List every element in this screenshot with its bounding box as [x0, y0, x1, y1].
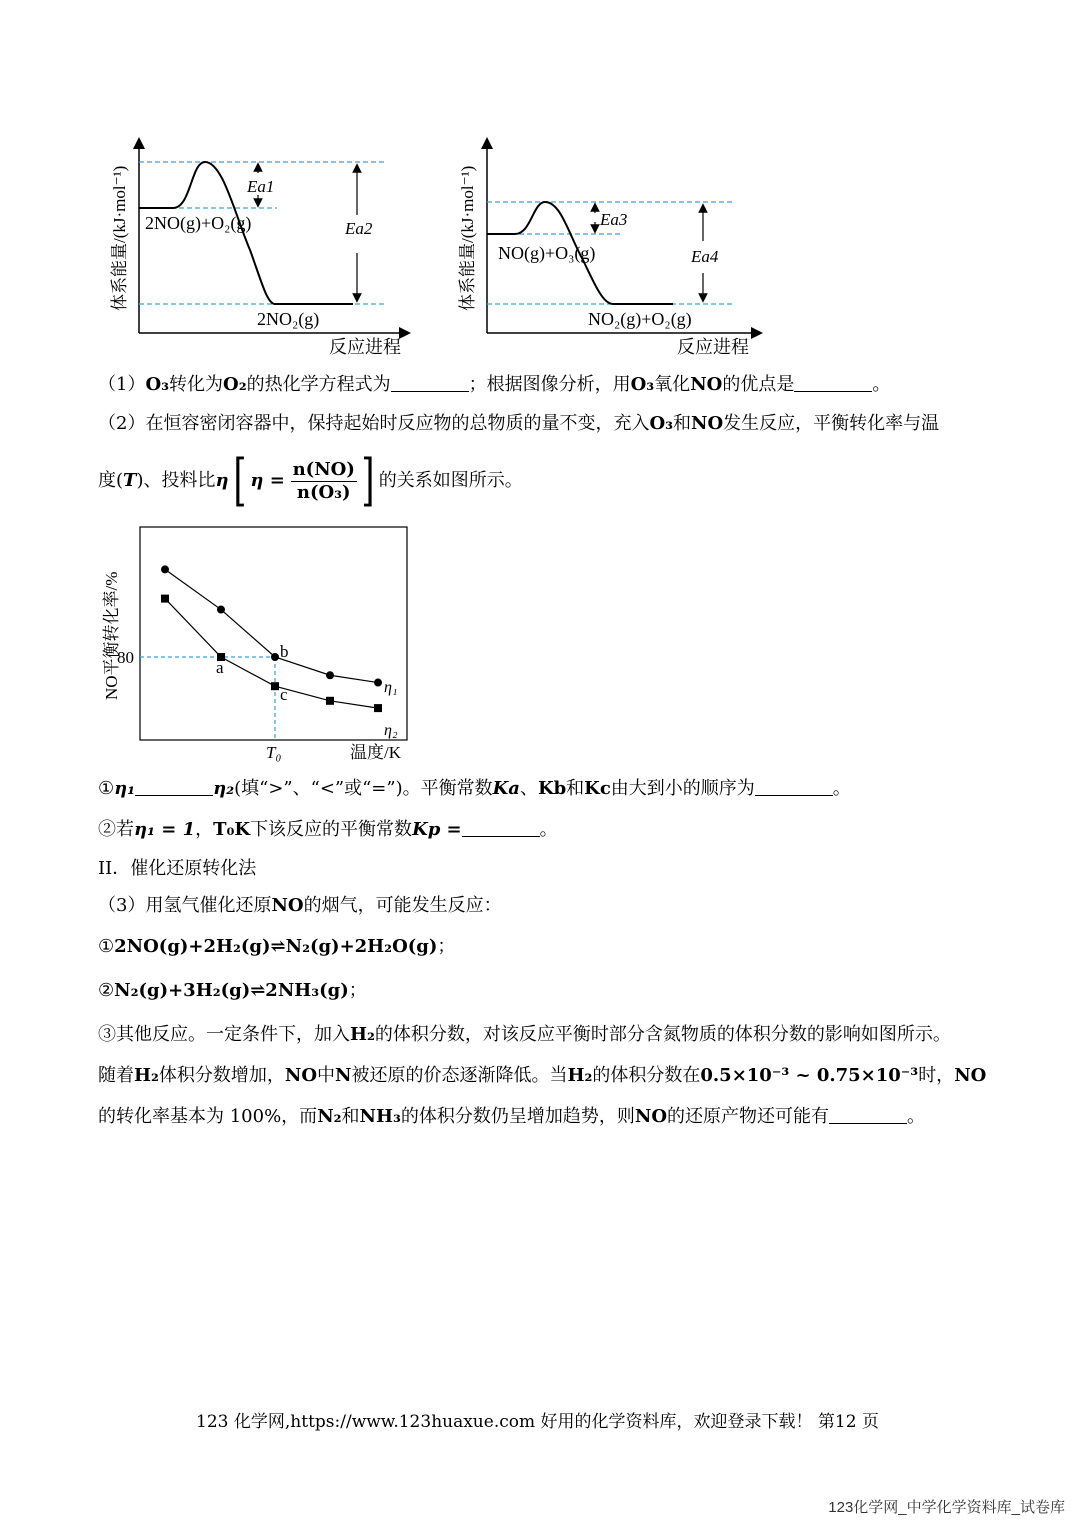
text: (填“>”、“<”或“=”)。平衡常数	[234, 778, 493, 799]
question-2-line2	[98, 448, 523, 513]
text: 氧化	[654, 374, 691, 395]
question-2-line1	[98, 411, 939, 437]
text: 。	[832, 778, 851, 799]
formula: NO	[690, 374, 723, 395]
section-heading: II．催化还原转化法	[98, 858, 257, 879]
formula: O₃	[630, 374, 655, 395]
question-1	[98, 372, 890, 398]
text: 的体积分数仍呈增加趋势，则	[400, 1106, 635, 1127]
formula: T	[123, 470, 137, 491]
formula: O₂	[223, 374, 247, 395]
text: 和	[673, 413, 692, 434]
plot-frame	[140, 527, 407, 740]
text: 、	[519, 778, 538, 799]
text: （2）在恒容密闭容器中，保持起始时反应物的总物质的量不变，充入	[98, 413, 650, 434]
circle-num: ②	[98, 980, 115, 1001]
text: 。	[539, 819, 558, 840]
text: （3）用氢气催化还原	[98, 895, 272, 916]
formula: H₂	[134, 1065, 159, 1086]
conversion-chart	[95, 520, 425, 765]
formula: NO	[284, 1065, 318, 1086]
text: ；	[348, 980, 367, 1001]
answer-blank[interactable]	[391, 373, 469, 392]
text: 由大到小的顺序为	[610, 778, 755, 799]
range: 0.5×10⁻³ ~ 0.75×10⁻³	[700, 1065, 919, 1086]
reaction-2	[98, 978, 367, 1004]
text: )、投料比	[136, 470, 216, 491]
text: ②若	[98, 819, 134, 840]
question-3-line4	[98, 1063, 986, 1089]
eta-equation: η =	[250, 470, 285, 491]
answer-blank[interactable]	[135, 777, 213, 796]
x-tick-t0: T₀	[266, 743, 282, 762]
energy-curve	[139, 162, 353, 304]
product-label: NO₂(g)+O₂(g)	[588, 309, 692, 329]
data-point-s1-5	[374, 679, 382, 687]
point-label-b: b	[280, 642, 289, 661]
formula: H₂	[350, 1024, 375, 1045]
point-label-c: c	[280, 685, 288, 704]
ratio-fraction	[291, 459, 357, 504]
ea-large-label: Ea2	[345, 219, 373, 238]
data-point-s1-1	[161, 565, 169, 573]
text: 转化为	[169, 374, 224, 395]
text: 的烟气，可能发生反应：	[303, 895, 502, 916]
y-axis-label: 体系能量/(kJ·mol⁻¹)	[110, 165, 129, 311]
numerator: n(NO)	[292, 458, 355, 480]
text: 下该反应的平衡常数	[250, 819, 413, 840]
formula: Kp =	[412, 819, 462, 840]
question-3-line5	[98, 1104, 925, 1130]
y-axis-label: NO平衡转化率/%	[102, 571, 121, 700]
formula: H₂	[567, 1065, 593, 1086]
product-label: 2NO₂(g)	[257, 309, 320, 329]
equation: 2NO(g)+2H₂(g)⇌N₂(g)+2H₂O(g)	[114, 936, 438, 957]
text: 和	[566, 778, 585, 799]
energy-diagram-2	[445, 135, 775, 365]
text: ；	[437, 936, 456, 957]
reactant-label: 2NO(g)+O₂(g)	[145, 213, 252, 233]
question-2-1	[98, 776, 851, 802]
ea-small-label: Ea3	[600, 210, 628, 229]
reaction-1	[98, 934, 455, 960]
reactant-label: NO(g)+O₃(g)	[498, 243, 596, 263]
formula: NH₃	[359, 1106, 401, 1127]
right-bracket: ]	[361, 448, 375, 513]
data-point-s1-3	[271, 653, 279, 661]
formula: Kb	[537, 778, 567, 799]
data-point-s2-1	[161, 595, 169, 603]
formula: NO	[691, 413, 724, 434]
text: 时，	[918, 1065, 955, 1086]
x-axis-label: 反应进程	[677, 337, 749, 357]
series-label-eta2: η₂	[384, 722, 398, 739]
circle-num: ①	[98, 936, 115, 957]
data-point-s2-5	[374, 704, 382, 712]
site-watermark: 123化学网_中学化学资料库_试卷库	[828, 1499, 1065, 1516]
question-2-2	[98, 817, 558, 843]
question-3-line3	[98, 1022, 951, 1048]
point-label-a: a	[216, 658, 224, 677]
formula: NO	[634, 1106, 668, 1127]
formula: η₂	[213, 778, 235, 799]
text: 随着	[98, 1065, 134, 1086]
formula: NO	[954, 1065, 987, 1086]
denominator: n(O₃)	[296, 481, 351, 503]
formula: O₃	[145, 374, 170, 395]
text: 。	[872, 374, 891, 395]
text: 的关系如图所示。	[378, 470, 523, 491]
text: 中	[317, 1065, 336, 1086]
ea-small-label: Ea1	[247, 177, 275, 196]
text: 发生反应，平衡转化率与温	[723, 413, 940, 434]
text: 的热化学方程式为	[246, 374, 391, 395]
text: 的优点是	[722, 374, 795, 395]
x-axis-label: 温度/K	[350, 743, 401, 762]
series-line-1	[165, 569, 378, 682]
question-3-intro	[98, 893, 502, 919]
text: 被还原的价态逐渐降低。当	[351, 1065, 568, 1086]
text: 的转化率基本为 100%，而	[98, 1106, 318, 1127]
text: 体积分数增加，	[158, 1065, 285, 1086]
text: 的体积分数，对该反应平衡时部分含氮物质的体积分数的影响如图所示。	[374, 1024, 951, 1045]
circle-num: ①	[98, 778, 115, 799]
text: 度(	[98, 470, 124, 491]
y-tick-80: 80	[117, 648, 134, 667]
text: ，	[195, 819, 214, 840]
text: 的还原产物还可能有	[667, 1106, 830, 1127]
answer-blank[interactable]	[755, 777, 833, 796]
formula: η₁ = 1	[134, 819, 196, 840]
answer-blank[interactable]	[462, 818, 540, 837]
formula: NO	[271, 895, 304, 916]
formula: Ka	[492, 778, 520, 799]
formula: Kc	[584, 778, 611, 799]
x-axis-label: 反应进程	[329, 337, 401, 357]
text: ；根据图像分析，用	[468, 374, 631, 395]
ea-large-label: Ea4	[691, 247, 719, 266]
series-label-eta1: η₁	[384, 679, 398, 696]
text: ③其他反应。一定条件下，加入	[98, 1024, 350, 1045]
data-point-s2-3	[271, 682, 279, 690]
q1-prefix: （1）	[98, 374, 146, 395]
data-point-s1-2	[217, 606, 225, 614]
answer-blank[interactable]	[829, 1105, 907, 1124]
formula: N	[335, 1065, 352, 1086]
text: 的体积分数在	[592, 1065, 701, 1086]
left-bracket: [	[232, 448, 247, 513]
energy-diagram-1	[95, 135, 425, 365]
data-point-s2-4	[326, 697, 334, 705]
data-point-s1-4	[326, 671, 334, 679]
y-axis-label: 体系能量/(kJ·mol⁻¹)	[458, 165, 477, 311]
formula: η₁	[114, 778, 136, 799]
text: 和	[341, 1106, 360, 1127]
answer-blank[interactable]	[794, 373, 872, 392]
text: 。	[907, 1106, 926, 1127]
eta-symbol: η	[215, 470, 229, 491]
formula: T₀K	[213, 819, 251, 840]
equation: N₂(g)+3H₂(g)⇌2NH₃(g)	[114, 980, 349, 1001]
formula: O₃	[649, 413, 674, 434]
page-footer: 123 化学网,https://www.123huaxue.com 好用的化学资料库，欢迎登录下载！ 第12 页	[196, 1412, 879, 1432]
formula: N₂	[317, 1106, 342, 1127]
